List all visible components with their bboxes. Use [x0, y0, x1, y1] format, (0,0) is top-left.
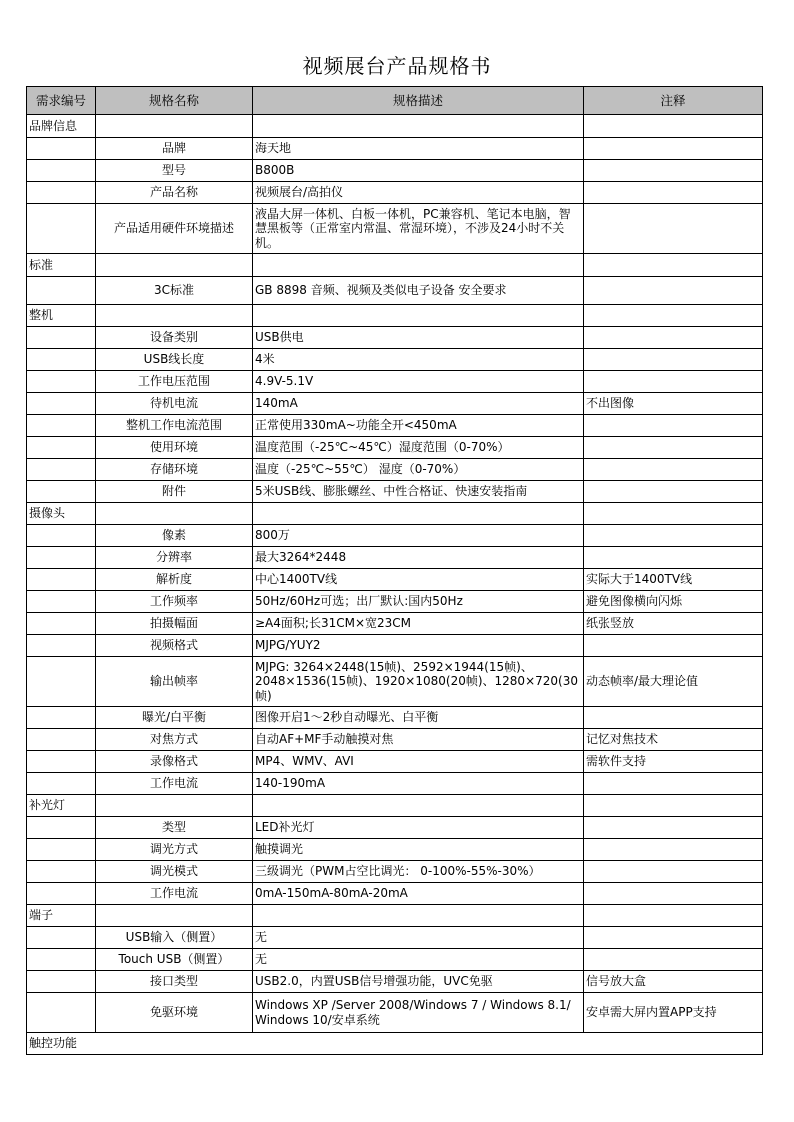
spec-name: 拍摄幅面	[96, 613, 253, 635]
table-row	[27, 415, 763, 437]
spec-name: 像素	[96, 525, 253, 547]
spec-note	[584, 817, 763, 839]
spec-table	[26, 86, 763, 1055]
spec-desc: 三级调光（PWM占空比调光： 0-100%-55%-30%）	[253, 861, 584, 883]
spec-desc: 4米	[253, 349, 584, 371]
spec-note	[584, 525, 763, 547]
spec-desc: 最大3264*2448	[253, 547, 584, 569]
spec-desc: MP4、WMV、AVI	[253, 751, 584, 773]
spec-note: 记忆对焦技术	[584, 729, 763, 751]
spec-note	[584, 839, 763, 861]
spec-desc: GB 8898 音频、视频及类似电子设备 安全要求	[253, 277, 584, 305]
table-row	[27, 437, 763, 459]
table-row	[27, 481, 763, 503]
spec-desc: 正常使用330mA~功能全开<450mA	[253, 415, 584, 437]
table-row	[27, 591, 763, 613]
table-row	[27, 993, 763, 1033]
spec-note	[584, 861, 763, 883]
spec-desc: 无	[253, 949, 584, 971]
spec-note	[584, 415, 763, 437]
section-title: 品牌信息	[27, 115, 96, 138]
spec-note	[584, 437, 763, 459]
table-row	[27, 883, 763, 905]
section-title: 整机	[27, 305, 96, 327]
spec-desc: 中心1400TV线	[253, 569, 584, 591]
spec-name: 调光方式	[96, 839, 253, 861]
spec-desc: 0mA-150mA-80mA-20mA	[253, 883, 584, 905]
table-row	[27, 138, 763, 160]
spec-desc: 触摸调光	[253, 839, 584, 861]
section-title: 摄像头	[27, 503, 96, 525]
spec-desc: 海天地	[253, 138, 584, 160]
spec-note	[584, 459, 763, 481]
table-row	[27, 927, 763, 949]
spec-note: 不出图像	[584, 393, 763, 415]
spec-note	[584, 927, 763, 949]
spec-name: 3C标准	[96, 277, 253, 305]
spec-desc: Windows XP /Server 2008/Windows 7 / Windows 8.1/ Windows 10/安卓系统	[253, 993, 584, 1033]
spec-note	[584, 547, 763, 569]
spec-note	[584, 773, 763, 795]
spec-desc: 50Hz/60Hz可选；出厂默认:国内50Hz	[253, 591, 584, 613]
spec-desc: 140mA	[253, 393, 584, 415]
table-row	[27, 525, 763, 547]
section-row	[27, 305, 763, 327]
spec-name: 调光模式	[96, 861, 253, 883]
spec-note: 安卓需大屏内置APP支持	[584, 993, 763, 1033]
section-title: 触控功能	[27, 1033, 763, 1055]
spec-note	[584, 277, 763, 305]
spec-note: 避免图像横向闪烁	[584, 591, 763, 613]
spec-desc: USB供电	[253, 327, 584, 349]
spec-note	[584, 949, 763, 971]
spec-name: 免驱环境	[96, 993, 253, 1033]
section-title: 端子	[27, 905, 96, 927]
spec-note	[584, 327, 763, 349]
spec-note: 需软件支持	[584, 751, 763, 773]
spec-note	[584, 481, 763, 503]
spec-name: 曝光/白平衡	[96, 707, 253, 729]
table-row	[27, 459, 763, 481]
table-row	[27, 393, 763, 415]
header-note: 注释	[584, 87, 763, 115]
spec-desc: B800B	[253, 160, 584, 182]
spec-name: 视频格式	[96, 635, 253, 657]
table-row	[27, 160, 763, 182]
spec-name: 工作频率	[96, 591, 253, 613]
table-row	[27, 371, 763, 393]
spec-note: 动态帧率/最大理论值	[584, 657, 763, 707]
section-row	[27, 795, 763, 817]
spec-name: 型号	[96, 160, 253, 182]
table-row	[27, 327, 763, 349]
spec-name: 附件	[96, 481, 253, 503]
document-title: 视频展台产品规格书	[302, 54, 492, 78]
spec-desc: LED补光灯	[253, 817, 584, 839]
spec-desc: 140-190mA	[253, 773, 584, 795]
spec-note: 实际大于1400TV线	[584, 569, 763, 591]
spec-note	[584, 138, 763, 160]
table-row	[27, 204, 763, 254]
table-row	[27, 773, 763, 795]
spec-desc: MJPG/YUY2	[253, 635, 584, 657]
section-row	[27, 1033, 763, 1055]
header-spec-description: 规格描述	[253, 87, 584, 115]
spec-name: 存储环境	[96, 459, 253, 481]
spec-note	[584, 204, 763, 254]
header-spec-name: 规格名称	[96, 87, 253, 115]
spec-name: 工作电压范围	[96, 371, 253, 393]
section-title: 标准	[27, 254, 96, 277]
spec-desc: 视频展台/高拍仪	[253, 182, 584, 204]
spec-desc: 800万	[253, 525, 584, 547]
spec-name: 产品适用硬件环境描述	[96, 204, 253, 254]
spec-name: 整机工作电流范围	[96, 415, 253, 437]
spec-name: 分辨率	[96, 547, 253, 569]
table-row	[27, 569, 763, 591]
spec-name: 使用环境	[96, 437, 253, 459]
spec-name: 录像格式	[96, 751, 253, 773]
table-row	[27, 277, 763, 305]
table-row	[27, 182, 763, 204]
section-row	[27, 503, 763, 525]
spec-name: 品牌	[96, 138, 253, 160]
spec-name: 类型	[96, 817, 253, 839]
spec-desc: 液晶大屏一体机、白板一体机，PC兼容机、笔记本电脑，智慧黑板等（正常室内常温、常湿环境），不涉及24小时不关机。	[253, 204, 584, 254]
spec-name: USB输入（侧置）	[96, 927, 253, 949]
table-row	[27, 971, 763, 993]
table-row	[27, 839, 763, 861]
spec-note	[584, 160, 763, 182]
table-row	[27, 547, 763, 569]
spec-desc: 无	[253, 927, 584, 949]
spec-name: 工作电流	[96, 883, 253, 905]
spec-name: 设备类别	[96, 327, 253, 349]
spec-name: 输出帧率	[96, 657, 253, 707]
spec-name: 对焦方式	[96, 729, 253, 751]
section-row	[27, 905, 763, 927]
spec-name: 工作电流	[96, 773, 253, 795]
table-row	[27, 635, 763, 657]
spec-note: 纸张竖放	[584, 613, 763, 635]
spec-desc: 图像开启1～2秒自动曝光、白平衡	[253, 707, 584, 729]
spec-note	[584, 182, 763, 204]
spec-note	[584, 635, 763, 657]
section-row	[27, 115, 763, 138]
spec-desc: 自动AF+MF手动触摸对焦	[253, 729, 584, 751]
spec-desc: USB2.0，内置USB信号增强功能，UVC免驱	[253, 971, 584, 993]
spec-note: 信号放大盒	[584, 971, 763, 993]
table-row	[27, 349, 763, 371]
spec-note	[584, 349, 763, 371]
spec-name: USB线长度	[96, 349, 253, 371]
spec-note	[584, 707, 763, 729]
spec-name: 待机电流	[96, 393, 253, 415]
table-row	[27, 657, 763, 707]
spec-name: 接口类型	[96, 971, 253, 993]
table-row	[27, 729, 763, 751]
spec-name: 产品名称	[96, 182, 253, 204]
spec-desc: ≥A4面积;长31CM×宽23CM	[253, 613, 584, 635]
table-row	[27, 861, 763, 883]
table-row	[27, 613, 763, 635]
header-requirement-id: 需求编号	[27, 87, 96, 115]
section-row	[27, 254, 763, 277]
spec-name: Touch USB（侧置）	[96, 949, 253, 971]
spec-note	[584, 371, 763, 393]
table-row	[27, 949, 763, 971]
section-title: 补光灯	[27, 795, 96, 817]
spec-desc: 温度范围（-25℃~45℃）湿度范围（0-70%）	[253, 437, 584, 459]
table-row	[27, 817, 763, 839]
spec-name: 解析度	[96, 569, 253, 591]
spec-desc: 5米USB线、膨胀螺丝、中性合格证、快速安装指南	[253, 481, 584, 503]
spec-desc: 温度（-25℃~55℃） 湿度（0-70%）	[253, 459, 584, 481]
spec-desc: MJPG: 3264×2448(15帧)、2592×1944(15帧)、2048×1536(15帧)、1920×1080(20帧)、1280×720(30帧)	[253, 657, 584, 707]
header-row	[27, 87, 763, 115]
table-row	[27, 707, 763, 729]
spec-note	[584, 883, 763, 905]
spec-desc: 4.9V-5.1V	[253, 371, 584, 393]
table-row	[27, 751, 763, 773]
